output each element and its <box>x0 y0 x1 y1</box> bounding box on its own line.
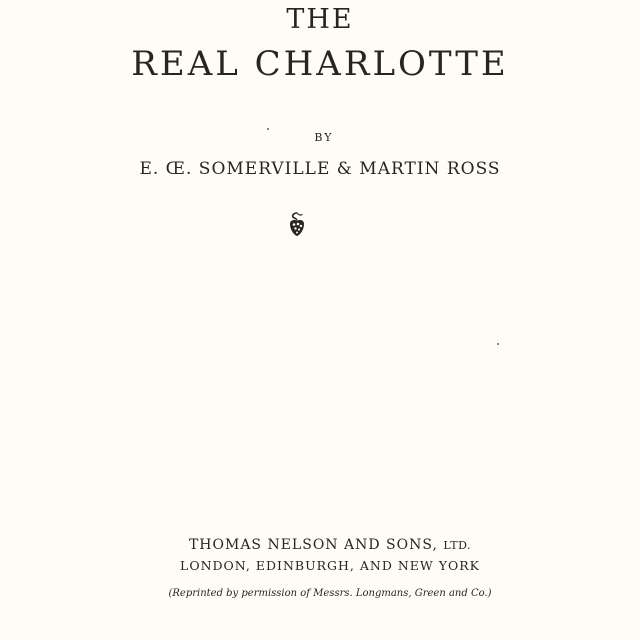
authors-line: E. Œ. SOMERVILLE & MARTIN ROSS <box>139 159 501 179</box>
by-label: BY <box>314 131 334 144</box>
fleuron-icon <box>286 211 308 239</box>
book-title: REAL CHARLOTTE <box>131 44 509 84</box>
title-line-the: THE <box>286 4 354 35</box>
reprint-notice: (Reprinted by permission of Messrs. Longmans, Green and Co.) <box>168 588 492 599</box>
paper-speck <box>497 343 499 345</box>
publisher-cities: LONDON, EDINBURGH, AND NEW YORK <box>180 558 480 573</box>
publisher-name: THOMAS NELSON AND SONS, <box>188 537 438 553</box>
publisher-line <box>10 536 640 555</box>
paper-speck <box>267 128 269 130</box>
publisher-suffix: LTD. <box>443 539 472 552</box>
